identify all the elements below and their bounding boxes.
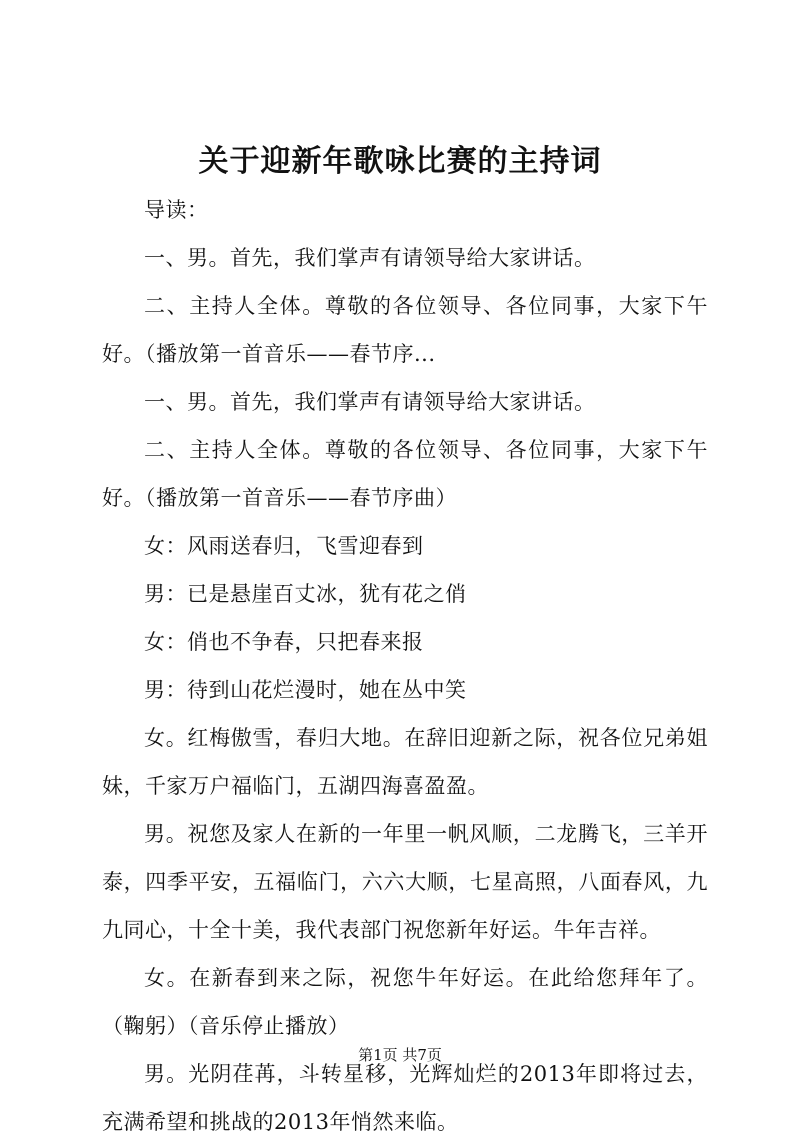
- paragraph: 女。在新春到来之际，祝您牛年好运。在此给您拜年了。（鞠躬）（音乐停止播放）: [102, 966, 708, 1038]
- paragraph: 男：已是悬崖百丈冰，犹有花之俏: [144, 582, 467, 606]
- paragraph: 男。祝您及家人在新的一年里一帆风顺，二龙腾飞，三羊开泰，四季平安，五福临门，六六大顺，七星高照，八面春风，九九同心，十全十美，我代表部门祝您新年好运。牛年吉祥。: [102, 822, 708, 942]
- paragraph: 一、男。首先，我们掌声有请领导给大家讲话。: [144, 246, 596, 270]
- paragraph: 一、男。首先，我们掌声有请领导给大家讲话。: [144, 390, 596, 414]
- paragraph: 二、主持人全体。尊敬的各位领导、各位同事，大家下午好。（播放第一首音乐——春节序...: [102, 294, 708, 366]
- paragraph: 女：俏也不争春，只把春来报: [144, 630, 424, 654]
- paragraph: 男。光阴荏苒，斗转星移，光辉灿烂的2013年即将过去，充满希望和挑战的2013年悄然来临。: [102, 1062, 708, 1134]
- paragraph: 二、主持人全体。尊敬的各位领导、各位同事，大家下午好。（播放第一首音乐——春节序曲）: [102, 438, 708, 510]
- paragraph: 女：风雨送春归，飞雪迎春到: [144, 534, 424, 558]
- paragraph: 女。红梅傲雪，春归大地。在辞旧迎新之际，祝各位兄弟姐妹，千家万户福临门，五湖四海喜盈盈。: [102, 726, 708, 798]
- paragraph: 男：待到山花烂漫时，她在丛中笑: [144, 678, 467, 702]
- page-number-footer: 第1页 共7页: [358, 1046, 442, 1064]
- document-body: [102, 186, 708, 1146]
- document-title: 关于迎新年歌咏比赛的主持词: [198, 144, 602, 179]
- paragraph: 导读：: [144, 198, 209, 222]
